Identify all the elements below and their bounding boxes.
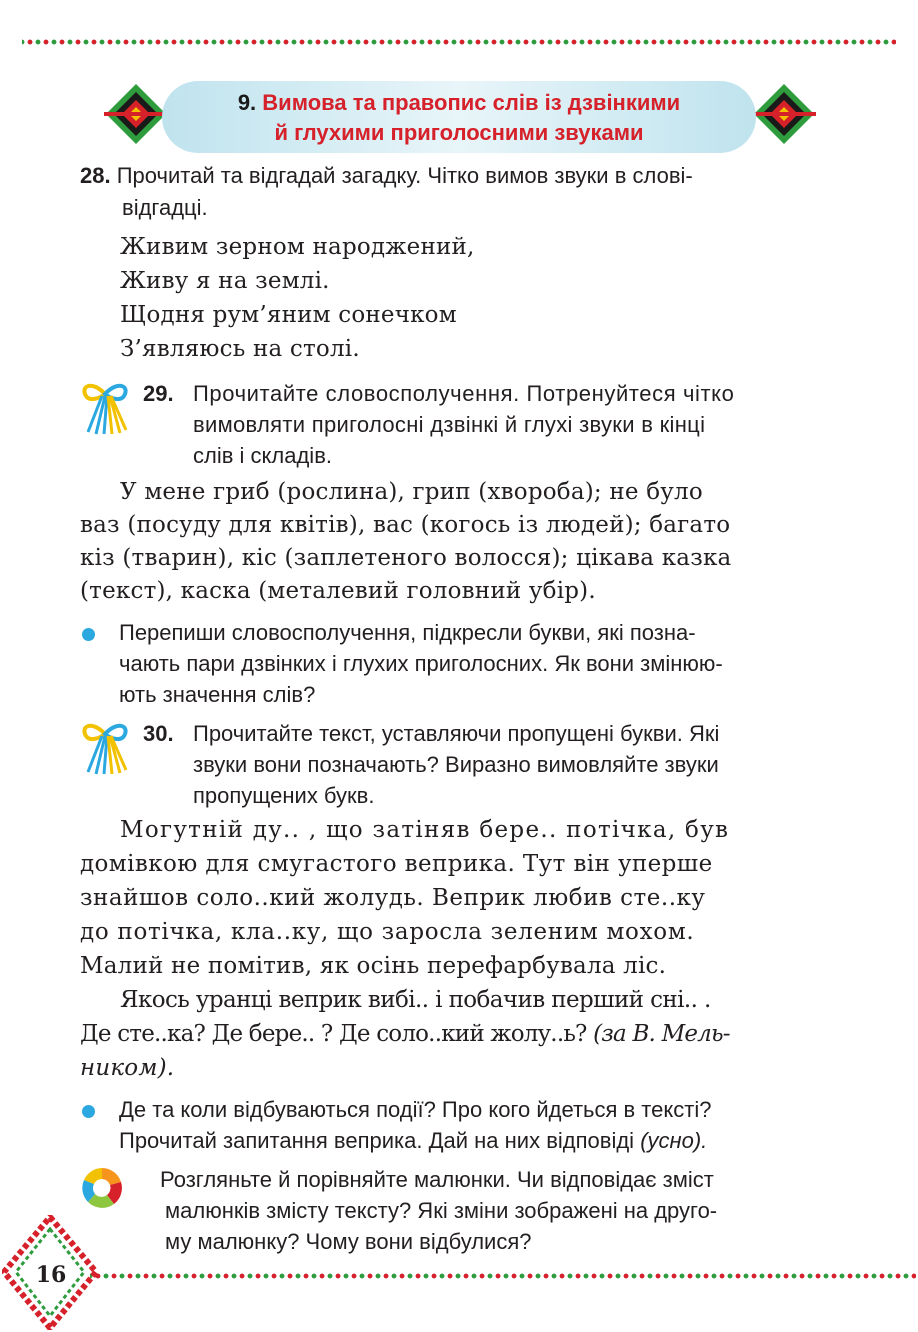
task-30-text-line: домівкою для смугастого веприка. Тут він уперше xyxy=(80,851,713,877)
task-29-bullet-line: Перепиши словосполучення, підкресли букви, які позна- xyxy=(119,620,696,645)
task-29-text-line: ваз (посуду для квітів), вас (когось із людей); багато xyxy=(80,512,731,538)
task-30-instruction-line: Прочитайте текст, уставляючи пропущені букви. Які xyxy=(193,721,720,746)
riddle-line: Живу я на землі. xyxy=(120,268,330,294)
task-29-text-line: (текст), каска (металевий головний убір). xyxy=(80,578,596,604)
color-wheel-icon xyxy=(80,1166,124,1210)
task-number: 29. xyxy=(143,381,174,406)
riddle-line: Щодня рум’яним сонечком xyxy=(120,302,457,328)
task-30-instruction-line: пропущених букв. xyxy=(193,783,375,808)
picture-task-line: Розгляньте й порівняйте малюнки. Чи відповідає зміст xyxy=(160,1167,714,1192)
task-29-instruction-line: Прочитайте словосполучення. Потренуйтеся чітко xyxy=(193,381,735,406)
attribution-cont: ником). xyxy=(80,1055,175,1081)
task-30-number-wrap xyxy=(143,718,174,749)
riddle-line: Живим зерном народжений, xyxy=(120,234,475,260)
task-29-instruction xyxy=(143,378,174,409)
bullet-icon xyxy=(82,628,95,641)
section-number: 9. xyxy=(237,90,257,115)
section-title-line1: Вимова та правопис слів із дзвінкими xyxy=(262,90,681,115)
section-title xyxy=(162,81,756,153)
task-29-instruction-line: слів і складів. xyxy=(193,443,332,468)
task-29-text-line: У мене гриб (рослина), грип (хвороба); не було xyxy=(120,479,703,505)
task-29-text-line: кіз (тварин), кіс (заплетеного волосся); цікава казка xyxy=(80,545,732,571)
task-29-bullet-line: чають пари дзвінких і глухих приголосних. Як вони змінюю- xyxy=(119,651,723,676)
bullet-icon xyxy=(82,1105,95,1118)
task-30-text-line: до потічка, кла..ку, що заросла зеленим мохом. xyxy=(80,919,695,945)
picture-task-line: му малюнку? Чому вони відбулися? xyxy=(165,1229,532,1254)
task-30-text-line: Малий не помітив, як осінь перефарбувала ліс. xyxy=(80,953,667,979)
task-30-instruction-line: звуки вони позначають? Виразно вимовляйте звуки xyxy=(193,752,719,777)
task-number: 30. xyxy=(143,721,174,746)
section-title-line2: й глухими приголосними звуками xyxy=(274,120,644,145)
task-29-instruction-line: вимовляти приголосні дзвінкі й глухі звуки в кінці xyxy=(193,412,706,437)
task-28-instruction-cont: відгадці. xyxy=(122,195,208,220)
task-number: 28. xyxy=(80,163,111,188)
pair-work-ribbon-icon xyxy=(78,378,132,436)
bottom-ornament-border xyxy=(90,1272,916,1280)
riddle-line: З’являюсь на столі. xyxy=(120,336,360,362)
task-28-instruction: 28. Прочитай та відгадай загадку. Чітко вимов звуки в слові- xyxy=(80,163,693,188)
task-30-bullet-line: Прочитай запитання веприка. Дай на них відповіді (усно). xyxy=(119,1128,708,1153)
task-29-bullet-line: ють значення слів? xyxy=(119,682,316,707)
picture-task-line: малюнків змісту тексту? Які зміни зображені на друго- xyxy=(165,1198,718,1223)
task-30-text-line: Якось уранці веприк вибі.. і побачив перший сні.. . xyxy=(120,987,711,1013)
attribution: (за В. Мель- xyxy=(593,1021,730,1047)
page-number: 16 xyxy=(35,1262,67,1288)
task-30-text-line: Де сте..ка? Де бере.. ? Де соло..кий жолу..ь? (за В. Мель- xyxy=(80,1021,730,1047)
task-30-text-line: Могутній ду.. , що затіняв бере.. потічка, був xyxy=(120,817,730,843)
task-30-text-line: знайшов соло..кий жолудь. Веприк любив сте..ку xyxy=(80,885,706,911)
embroidery-ornament-icon xyxy=(752,82,816,146)
top-ornament-border xyxy=(22,38,896,46)
task-30-bullet-line: Де та коли відбуваються події? Про кого йдеться в тексті? xyxy=(119,1097,712,1122)
pair-work-ribbon-icon xyxy=(78,718,132,776)
embroidery-ornament-icon xyxy=(104,82,168,146)
